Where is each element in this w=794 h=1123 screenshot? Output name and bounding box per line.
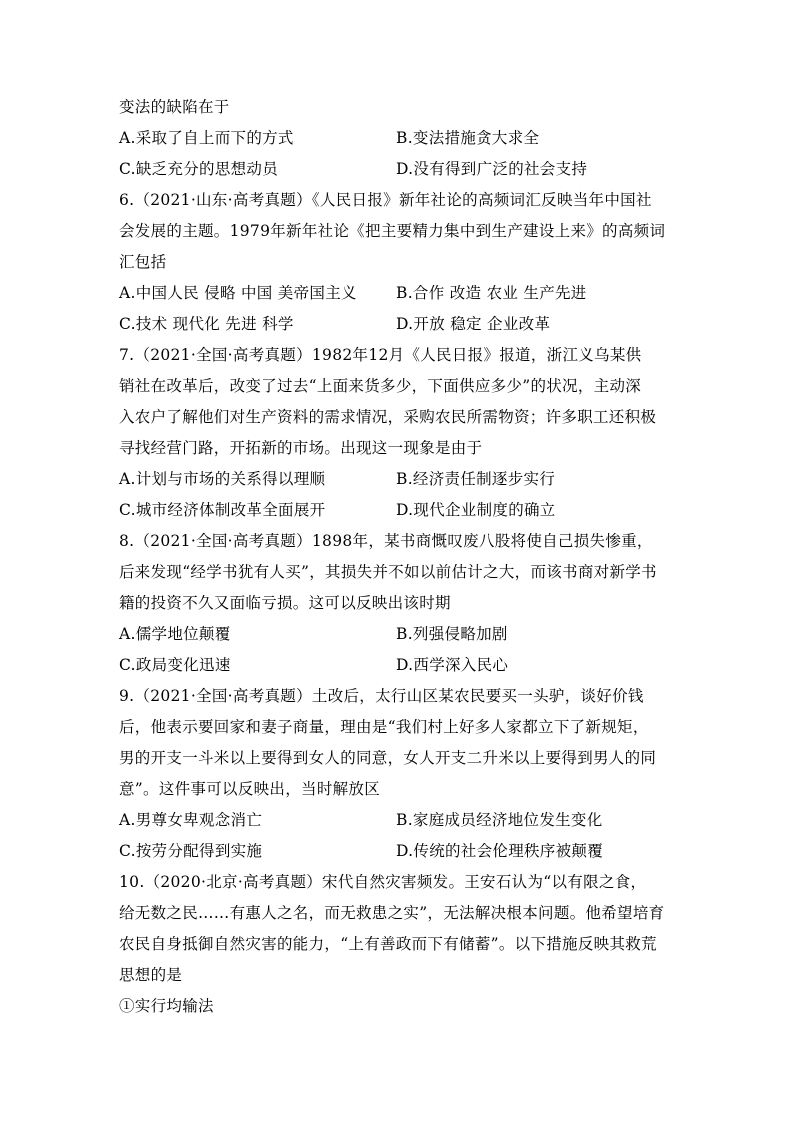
question-stem-line: 思想的是 (119, 966, 183, 984)
option-d: D.传统的社会伦理秩序被颠覆 (396, 842, 604, 860)
question-stem-line: 给无数之民……有惠人之名，而无救患之实”，无法解决根本问题。他希望培育 (119, 904, 665, 922)
question-5 (119, 92, 679, 185)
option-a: A.儒学地位颠覆 (119, 625, 231, 643)
option-c: C.政局变化迅速 (119, 656, 231, 674)
question-stem-line: 6.（2021·山东·高考真题）《人民日报》新年社论的高频词汇反映当年中国社 (119, 191, 652, 209)
option-a: A.中国人民 侵略 中国 美帝国主义 (119, 284, 357, 302)
question-stem-line: 7.（2021·全国·高考真题）1982年12月《人民日报》报道，浙江义乌某供 (119, 346, 642, 364)
question-10 (119, 867, 679, 1022)
question-6 (119, 185, 679, 340)
question-8 (119, 526, 679, 681)
option-a: A.计划与市场的关系得以理顺 (119, 470, 326, 488)
question-stem-line: 意”。这件事可以反映出，当时解放区 (119, 780, 381, 798)
option-c: C.城市经济体制改革全面展开 (119, 501, 326, 519)
option-c: C.缺乏充分的思想动员 (119, 160, 279, 178)
question-stem-line: 入农户了解他们对生产资料的需求情况，采购农民所需物资；许多职工还积极 (119, 408, 657, 426)
question-stem-line: 9.（2021·全国·高考真题）土改后，太行山区某农民要买一头驴，谈好价钱 (119, 687, 644, 705)
question-9 (119, 681, 679, 867)
option-d: D.开放 稳定 企业改革 (396, 315, 551, 333)
option-list (119, 123, 679, 185)
question-stem-line: 后来发现“经学书犹有人买”，其损失并不如以前估计之大，而该书商对新学书 (119, 563, 657, 581)
option-a: A.男尊女卑观念消亡 (119, 811, 263, 829)
question-stem-line: 10.（2020·北京·高考真题）宋代自然灾害频发。王安石认为“以有限之食， (119, 873, 647, 891)
option-a: A.采取了自上而下的方式 (119, 129, 294, 147)
question-stem-line: 变法的缺陷在于 (119, 98, 230, 116)
option-list (119, 619, 679, 681)
option-c: C.技术 现代化 先进 科学 (119, 315, 294, 333)
question-stem-line: 籍的投资不久又面临亏损。这可以反映出该时期 (119, 594, 451, 612)
option-c: C.按劳分配得到实施 (119, 842, 263, 860)
question-stem-line: 8.（2021·全国·高考真题）1898年，某书商慨叹废八股将使自己损失惨重， (119, 532, 653, 550)
option-b: B.家庭成员经济地位发生变化 (396, 811, 603, 829)
question-stem-line: 寻找经营门路，开拓新的市场。出现这一现象是由于 (119, 439, 483, 457)
option-b: B.经济责任制逐步实行 (396, 470, 556, 488)
option-b: B.列强侵略加剧 (396, 625, 508, 643)
question-7 (119, 340, 679, 526)
question-stem-line: 销社在改革后，改变了过去“上面来货多少，下面供应多少”的状况，主动深 (119, 377, 642, 395)
document-page (119, 92, 679, 1022)
option-list (119, 464, 679, 526)
option-d: D.西学深入民心 (396, 656, 509, 674)
question-stem-line: 后，他表示要回家和妻子商量，理由是“我们村上好多人家都立下了新规矩， (119, 718, 649, 736)
option-b: B.合作 改造 农业 生产先进 (396, 284, 587, 302)
option-d: D.现代企业制度的确立 (396, 501, 556, 519)
question-stem-line: 汇包括 (119, 253, 167, 271)
option-d: D.没有得到广泛的社会支持 (396, 160, 588, 178)
option-list (119, 805, 679, 867)
question-stem-line: 农民自身抵御自然灾害的能力，“上有善政而下有储蓄”。以下措施反映其救荒 (119, 935, 657, 953)
numbered-item: ①实行均输法 (119, 997, 214, 1015)
option-b: B.变法措施贪大求全 (396, 129, 540, 147)
question-stem-line: 会发展的主题。1979年新年社论《把主要精力集中到生产建设上来》的高频词 (119, 222, 666, 240)
question-stem-line: 男的开支一斗米以上要得到女人的同意，女人开支二升米以上要得到男人的同 (119, 749, 657, 767)
option-list (119, 278, 679, 340)
